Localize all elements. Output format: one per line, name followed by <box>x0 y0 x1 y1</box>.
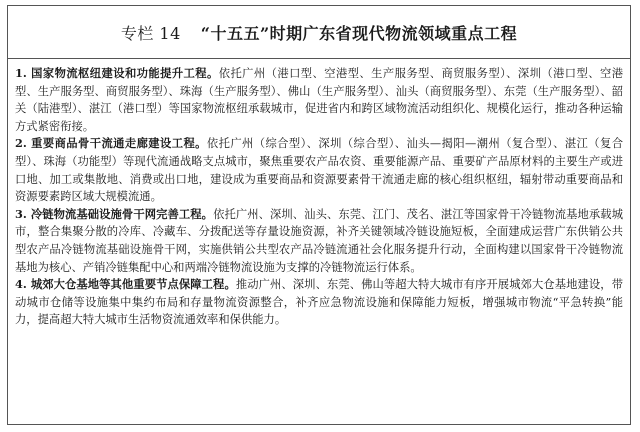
item-heading: 1. 国家物流枢纽建设和功能提升工程。 <box>15 66 219 80</box>
box-title-bar <box>8 6 630 59</box>
list-item <box>15 65 623 135</box>
feature-box <box>7 5 631 425</box>
box-content <box>8 59 630 329</box>
item-body: 推动广州、深圳、东莞、佛山等超大特大城市有序开展城郊大仓基地建设，带动城市仓储等设施集中集约布局和存量物流资源整合，补齐应急物流设施和保障能力短板，增强城市物流“平急转换”能力，提高超大特大城市生活物资流通效率和保供能力。 <box>15 278 623 327</box>
box-label: 专栏 14 <box>120 23 181 43</box>
list-item <box>15 206 623 276</box>
item-heading: 2. 重要商品骨干流通走廊建设工程。 <box>15 136 207 151</box>
item-heading: 3. 冷链物流基础设施骨干网完善工程。 <box>15 206 214 221</box>
item-body: 依托广州（港口型、空港型、生产服务型、商贸服务型）、深圳（港口型、空港型、生产服务型、商贸服务型）、珠海（生产服务型）、佛山（生产服务型）、汕头（商贸服务型）、东莞（生产服务型）、韶关（陆港型）、湛江（港口型）等国家物流枢纽承载城市，促进省内和跨区域物流活动组织化、规模化运行，推动各种运输方式紧密衔接。 <box>15 67 623 133</box>
list-item <box>15 276 623 329</box>
list-item <box>15 135 623 205</box>
item-heading: 4. 城郊大仓基地等其他重要节点保障工程。 <box>15 277 236 292</box>
item-body: 依托广州（综合型）、深圳（综合型）、汕头—揭阳—潮州（复合型）、湛江（复合型）、珠海（功能型）等现代流通战略支点城市，聚焦重要农产品农资、重要能源产品、重要矿产品原材料的主要生产或进口地、加工或集散地、消费或出口地，建设成为重要商品和资源要素骨干流通走廊的核心组织枢纽，辐射带动重要商品和资源要素跨区域大规模流通。 <box>15 137 623 204</box>
box-title: “十五五”时期广东省现代物流领域重点工程 <box>200 23 518 43</box>
item-body: 依托广州、深圳、汕头、东莞、江门、茂名、湛江等国家骨干冷链物流基地承载城市，整合集聚分散的冷库、冷藏车、分拨配送等存量设施资源，补齐关键领域冷链设施短板，全面建成运营广东供销公共型农产品冷链物流基础设施骨干网，实施供销公共型农产品冷链流通社会化服务提升行动，全面构建以国家骨干冷链物流基地为核心、产销冷链集配中心和两端冷链物流设施为支撑的冷链物流运行体系。 <box>15 207 623 274</box>
